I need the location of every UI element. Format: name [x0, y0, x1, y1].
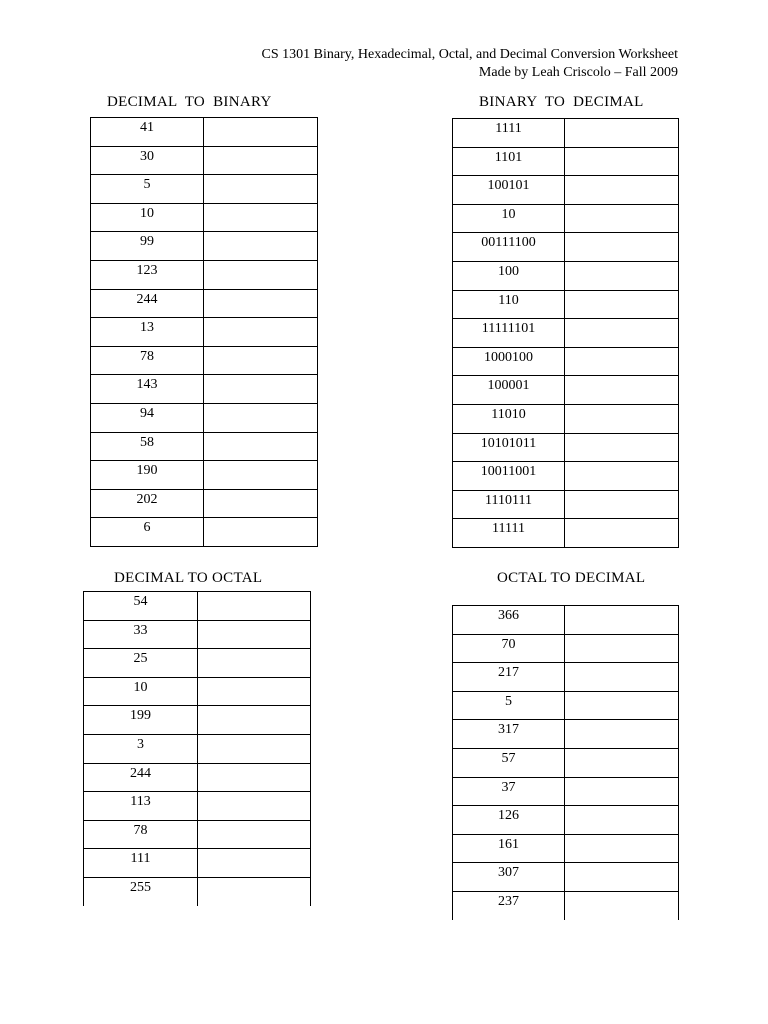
table-row	[84, 592, 311, 621]
answer-cell[interactable]	[565, 891, 679, 920]
given-value: 190	[91, 461, 204, 490]
given-value: 307	[453, 863, 565, 892]
answer-cell[interactable]	[198, 677, 311, 706]
given-value: 126	[453, 806, 565, 835]
answer-cell[interactable]	[565, 404, 679, 433]
table-row	[453, 519, 679, 548]
table-row	[453, 176, 679, 205]
answer-cell[interactable]	[565, 691, 679, 720]
answer-cell[interactable]	[198, 820, 311, 849]
given-value: 100101	[453, 176, 565, 205]
answer-cell[interactable]	[198, 877, 311, 906]
given-value: 113	[84, 792, 198, 821]
decimal-to-binary-table	[90, 117, 318, 547]
answer-cell[interactable]	[565, 606, 679, 635]
given-value: 58	[91, 432, 204, 461]
given-value: 10	[453, 204, 565, 233]
section-title-decimal-to-binary: DECIMAL TO BINARY	[107, 94, 272, 110]
given-value: 30	[91, 146, 204, 175]
given-value: 1101	[453, 147, 565, 176]
table-row	[453, 834, 679, 863]
table-row	[453, 119, 679, 148]
table-row	[84, 706, 311, 735]
given-value: 11111	[453, 519, 565, 548]
table-row	[453, 462, 679, 491]
answer-cell[interactable]	[565, 863, 679, 892]
answer-cell[interactable]	[565, 261, 679, 290]
given-value: 3	[84, 734, 198, 763]
answer-cell[interactable]	[198, 706, 311, 735]
given-value: 10101011	[453, 433, 565, 462]
table-row	[453, 204, 679, 233]
given-value: 244	[84, 763, 198, 792]
table-row	[453, 891, 679, 920]
table-row	[91, 346, 318, 375]
table-row	[453, 347, 679, 376]
answer-cell[interactable]	[204, 260, 318, 289]
section-title-decimal-to-octal: DECIMAL TO OCTAL	[114, 570, 263, 586]
answer-cell[interactable]	[204, 375, 318, 404]
worksheet-header	[262, 46, 678, 82]
given-value: 11010	[453, 404, 565, 433]
given-value: 199	[84, 706, 198, 735]
given-value: 57	[453, 748, 565, 777]
table-row	[91, 489, 318, 518]
table-row	[453, 691, 679, 720]
given-value: 123	[91, 260, 204, 289]
table-row	[91, 260, 318, 289]
answer-cell[interactable]	[565, 806, 679, 835]
answer-cell[interactable]	[204, 461, 318, 490]
answer-cell[interactable]	[565, 490, 679, 519]
table-row	[453, 233, 679, 262]
given-value: 244	[91, 289, 204, 318]
table-row	[84, 849, 311, 878]
table-row	[84, 792, 311, 821]
answer-cell[interactable]	[204, 518, 318, 547]
table-row	[453, 606, 679, 635]
table-row	[453, 863, 679, 892]
answer-cell[interactable]	[204, 175, 318, 204]
given-value: 00111100	[453, 233, 565, 262]
answer-cell[interactable]	[204, 346, 318, 375]
given-value: 1000100	[453, 347, 565, 376]
answer-cell[interactable]	[204, 489, 318, 518]
table-row	[84, 734, 311, 763]
table-row	[84, 677, 311, 706]
answer-cell[interactable]	[565, 433, 679, 462]
answer-cell[interactable]	[565, 777, 679, 806]
table-row	[91, 432, 318, 461]
answer-cell[interactable]	[565, 347, 679, 376]
answer-cell[interactable]	[565, 834, 679, 863]
given-value: 41	[91, 118, 204, 147]
answer-cell[interactable]	[565, 319, 679, 348]
section-title-binary-to-decimal: BINARY TO DECIMAL	[479, 94, 644, 110]
table-row	[91, 175, 318, 204]
answer-cell[interactable]	[198, 649, 311, 678]
table-row	[453, 634, 679, 663]
answer-cell[interactable]	[204, 203, 318, 232]
answer-cell[interactable]	[565, 663, 679, 692]
given-value: 70	[453, 634, 565, 663]
given-value: 5	[453, 691, 565, 720]
answer-cell[interactable]	[204, 289, 318, 318]
given-value: 111	[84, 849, 198, 878]
table-row	[453, 663, 679, 692]
answer-cell[interactable]	[198, 763, 311, 792]
table-row	[84, 820, 311, 849]
given-value: 1111	[453, 119, 565, 148]
given-value: 78	[84, 820, 198, 849]
table-row	[453, 376, 679, 405]
table-row	[453, 147, 679, 176]
given-value: 6	[91, 518, 204, 547]
given-value: 100	[453, 261, 565, 290]
answer-cell[interactable]	[565, 204, 679, 233]
answer-cell[interactable]	[198, 734, 311, 763]
table-row	[453, 748, 679, 777]
given-value: 10011001	[453, 462, 565, 491]
given-value: 37	[453, 777, 565, 806]
answer-cell[interactable]	[565, 147, 679, 176]
table-row	[84, 877, 311, 906]
answer-cell[interactable]	[565, 119, 679, 148]
given-value: 99	[91, 232, 204, 261]
table-row	[91, 203, 318, 232]
given-value: 100001	[453, 376, 565, 405]
table-row	[91, 146, 318, 175]
given-value: 202	[91, 489, 204, 518]
answer-cell[interactable]	[198, 620, 311, 649]
table-row	[91, 118, 318, 147]
answer-cell[interactable]	[565, 748, 679, 777]
octal-to-decimal-table	[452, 605, 679, 920]
given-value: 10	[84, 677, 198, 706]
worksheet-title: CS 1301 Binary, Hexadecimal, Octal, and Decimal Conversion Worksheet	[261, 47, 678, 62]
answer-cell[interactable]	[204, 118, 318, 147]
binary-to-decimal-table	[452, 118, 679, 548]
given-value: 317	[453, 720, 565, 749]
given-value: 366	[453, 606, 565, 635]
given-value: 143	[91, 375, 204, 404]
answer-cell[interactable]	[198, 592, 311, 621]
table-row	[91, 518, 318, 547]
answer-cell[interactable]	[204, 432, 318, 461]
table-row	[91, 403, 318, 432]
given-value: 54	[84, 592, 198, 621]
table-row	[84, 649, 311, 678]
table-row	[453, 404, 679, 433]
decimal-to-octal-table	[83, 591, 311, 906]
table-row	[453, 261, 679, 290]
table-row	[91, 461, 318, 490]
answer-cell[interactable]	[198, 792, 311, 821]
given-value: 5	[91, 175, 204, 204]
table-row	[91, 375, 318, 404]
answer-cell[interactable]	[565, 720, 679, 749]
answer-cell[interactable]	[565, 519, 679, 548]
table-row	[453, 806, 679, 835]
given-value: 94	[91, 403, 204, 432]
given-value: 255	[84, 877, 198, 906]
table-row	[453, 720, 679, 749]
table-row	[453, 319, 679, 348]
given-value: 217	[453, 663, 565, 692]
given-value: 1110111	[453, 490, 565, 519]
answer-cell[interactable]	[204, 146, 318, 175]
table-row	[453, 433, 679, 462]
answer-cell[interactable]	[204, 232, 318, 261]
given-value: 13	[91, 318, 204, 347]
answer-cell[interactable]	[565, 233, 679, 262]
answer-cell[interactable]	[204, 403, 318, 432]
table-row	[453, 490, 679, 519]
table-row	[84, 763, 311, 792]
table-row	[453, 290, 679, 319]
section-title-octal-to-decimal: OCTAL TO DECIMAL	[497, 570, 646, 586]
table-row	[84, 620, 311, 649]
answer-cell[interactable]	[565, 376, 679, 405]
given-value: 11111101	[453, 319, 565, 348]
given-value: 78	[91, 346, 204, 375]
given-value: 10	[91, 203, 204, 232]
answer-cell[interactable]	[565, 462, 679, 491]
table-row	[91, 289, 318, 318]
given-value: 33	[84, 620, 198, 649]
given-value: 110	[453, 290, 565, 319]
given-value: 161	[453, 834, 565, 863]
answer-cell[interactable]	[198, 849, 311, 878]
given-value: 25	[84, 649, 198, 678]
answer-cell[interactable]	[565, 634, 679, 663]
table-row	[453, 777, 679, 806]
table-row	[91, 318, 318, 347]
answer-cell[interactable]	[204, 318, 318, 347]
given-value: 237	[453, 891, 565, 920]
worksheet-author: Made by Leah Criscolo – Fall 2009	[478, 65, 678, 80]
answer-cell[interactable]	[565, 176, 679, 205]
table-row	[91, 232, 318, 261]
answer-cell[interactable]	[565, 290, 679, 319]
